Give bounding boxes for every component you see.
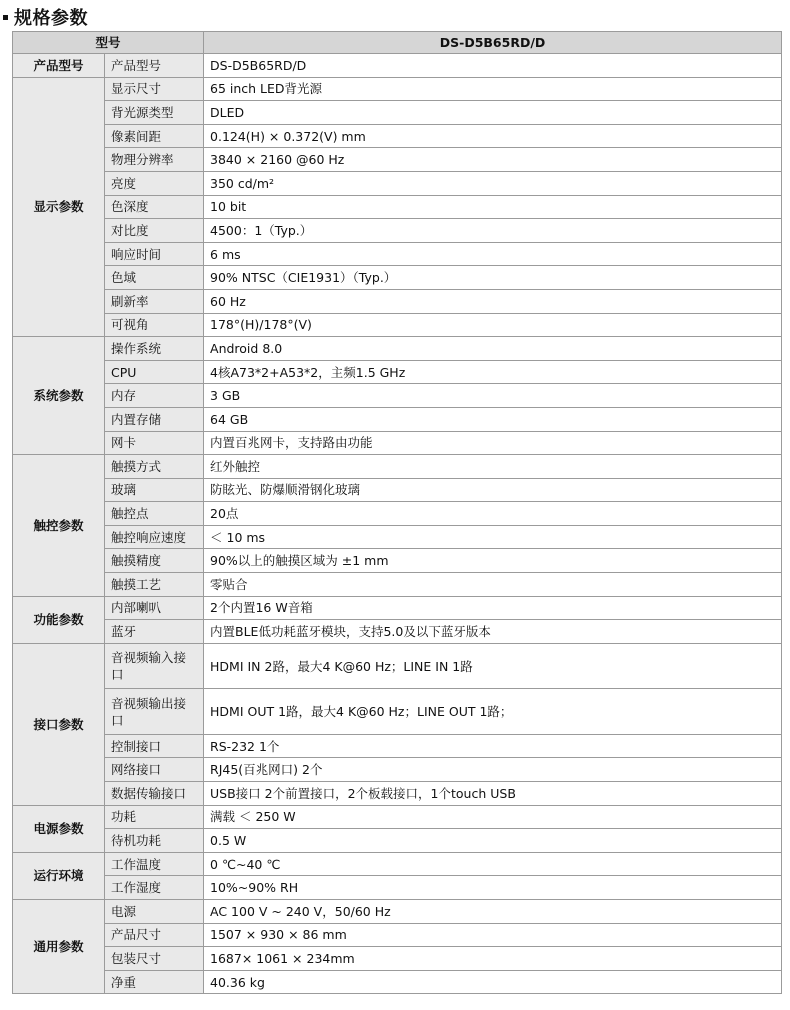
spec-row	[13, 689, 782, 735]
spec-table	[12, 31, 782, 994]
spec-value: 4500：1（Typ.）	[204, 219, 782, 243]
spec-label: 物理分辨率	[105, 148, 204, 172]
header-row	[13, 32, 782, 54]
spec-row	[13, 643, 782, 689]
spec-value: HDMI OUT 1路，最大4 K@60 Hz；LINE OUT 1路；	[204, 689, 782, 735]
spec-value: DS-D5B65RD/D	[204, 54, 782, 78]
spec-label: 产品型号	[105, 54, 204, 78]
category-label: 显示参数	[13, 77, 105, 337]
spec-value: 10 bit	[204, 195, 782, 219]
spec-row	[13, 266, 782, 290]
spec-row	[13, 171, 782, 195]
spec-label: 触控点	[105, 502, 204, 526]
spec-value: 2个内置16 W音箱	[204, 596, 782, 620]
spec-label: 内存	[105, 384, 204, 408]
spec-value: 6 ms	[204, 242, 782, 266]
spec-row	[13, 478, 782, 502]
spec-label: 内置存储	[105, 407, 204, 431]
spec-row	[13, 805, 782, 829]
spec-value: 零贴合	[204, 573, 782, 597]
spec-row	[13, 620, 782, 644]
spec-row	[13, 525, 782, 549]
category-label: 通用参数	[13, 900, 105, 994]
spec-value: 防眩光、防爆顺滑钢化玻璃	[204, 478, 782, 502]
spec-row	[13, 947, 782, 971]
spec-row	[13, 219, 782, 243]
spec-label: 触摸工艺	[105, 573, 204, 597]
spec-label: 触摸方式	[105, 455, 204, 479]
spec-value: 90% NTSC（CIE1931）（Typ.）	[204, 266, 782, 290]
category-label: 系统参数	[13, 337, 105, 455]
spec-value: 65 inch LED背光源	[204, 77, 782, 101]
spec-row	[13, 360, 782, 384]
spec-label: 触摸精度	[105, 549, 204, 573]
spec-value: AC 100 V ~ 240 V，50/60 Hz	[204, 900, 782, 924]
spec-row	[13, 923, 782, 947]
spec-value: 3840 × 2160 @60 Hz	[204, 148, 782, 172]
spec-row	[13, 455, 782, 479]
spec-row	[13, 407, 782, 431]
spec-row	[13, 313, 782, 337]
spec-label: 净重	[105, 970, 204, 994]
spec-label: 网络接口	[105, 758, 204, 782]
spec-label: 玻璃	[105, 478, 204, 502]
spec-label: 像素间距	[105, 124, 204, 148]
spec-row	[13, 573, 782, 597]
category-label: 产品型号	[13, 54, 105, 78]
spec-row	[13, 242, 782, 266]
spec-label: 响应时间	[105, 242, 204, 266]
spec-row	[13, 384, 782, 408]
spec-row	[13, 148, 782, 172]
spec-value: USB接口 2个前置接口，2个板载接口，1个touch USB	[204, 782, 782, 806]
spec-row	[13, 829, 782, 853]
spec-value: 20点	[204, 502, 782, 526]
spec-value: 178°(H)/178°(V)	[204, 313, 782, 337]
spec-label: 刷新率	[105, 289, 204, 313]
header-model-label: 型号	[13, 32, 204, 54]
spec-label: 包装尺寸	[105, 947, 204, 971]
spec-label: 可视角	[105, 313, 204, 337]
spec-value: 0.124(H) × 0.372(V) mm	[204, 124, 782, 148]
spec-row	[13, 289, 782, 313]
spec-label: 内部喇叭	[105, 596, 204, 620]
spec-label: 电源	[105, 900, 204, 924]
section-title	[3, 4, 88, 30]
spec-value: 0.5 W	[204, 829, 782, 853]
spec-row	[13, 431, 782, 455]
spec-row	[13, 101, 782, 125]
spec-label: 工作温度	[105, 852, 204, 876]
spec-value: 90%以上的触摸区域为 ±1 mm	[204, 549, 782, 573]
spec-label: 显示尺寸	[105, 77, 204, 101]
spec-value: 1507 × 930 × 86 mm	[204, 923, 782, 947]
spec-row	[13, 77, 782, 101]
spec-row	[13, 596, 782, 620]
spec-label: 色域	[105, 266, 204, 290]
spec-value: 3 GB	[204, 384, 782, 408]
spec-row	[13, 852, 782, 876]
spec-label: 背光源类型	[105, 101, 204, 125]
spec-row	[13, 195, 782, 219]
spec-value: 64 GB	[204, 407, 782, 431]
category-label: 电源参数	[13, 805, 105, 852]
category-label: 运行环境	[13, 852, 105, 899]
spec-value: Android 8.0	[204, 337, 782, 361]
spec-label: 数据传输接口	[105, 782, 204, 806]
spec-value: 内置BLE低功耗蓝牙模块，支持5.0及以下蓝牙版本	[204, 620, 782, 644]
spec-row	[13, 782, 782, 806]
category-label: 触控参数	[13, 455, 105, 597]
spec-value: 内置百兆网卡，支持路由功能	[204, 431, 782, 455]
spec-row	[13, 900, 782, 924]
spec-label: 对比度	[105, 219, 204, 243]
spec-label: 音视频输出接口	[105, 689, 204, 735]
spec-value: HDMI IN 2路，最大4 K@60 Hz；LINE IN 1路	[204, 643, 782, 689]
spec-value: 红外触控	[204, 455, 782, 479]
spec-table-body	[13, 32, 782, 994]
spec-label: CPU	[105, 360, 204, 384]
section-title-text: 规格参数	[14, 8, 88, 29]
spec-row	[13, 124, 782, 148]
spec-label: 工作湿度	[105, 876, 204, 900]
spec-value: 4核A73*2+A53*2，主频1.5 GHz	[204, 360, 782, 384]
header-model-value: DS-D5B65RD/D	[204, 32, 782, 54]
spec-label: 触控响应速度	[105, 525, 204, 549]
spec-label: 音视频输入接口	[105, 643, 204, 689]
spec-value: RJ45(百兆网口) 2个	[204, 758, 782, 782]
spec-label: 蓝牙	[105, 620, 204, 644]
bullet-icon	[3, 15, 8, 20]
spec-label: 操作系统	[105, 337, 204, 361]
spec-label: 色深度	[105, 195, 204, 219]
spec-label: 网卡	[105, 431, 204, 455]
spec-value: 10%~90% RH	[204, 876, 782, 900]
spec-row	[13, 758, 782, 782]
spec-label: 待机功耗	[105, 829, 204, 853]
spec-label: 亮度	[105, 171, 204, 195]
spec-row	[13, 337, 782, 361]
spec-row	[13, 502, 782, 526]
spec-value: 60 Hz	[204, 289, 782, 313]
spec-label: 产品尺寸	[105, 923, 204, 947]
spec-label: 控制接口	[105, 734, 204, 758]
spec-value: DLED	[204, 101, 782, 125]
spec-label: 功耗	[105, 805, 204, 829]
spec-row	[13, 54, 782, 78]
spec-row	[13, 876, 782, 900]
spec-row	[13, 970, 782, 994]
spec-value: 350 cd/m²	[204, 171, 782, 195]
category-label: 接口参数	[13, 643, 105, 805]
spec-value: 40.36 kg	[204, 970, 782, 994]
spec-value: RS-232 1个	[204, 734, 782, 758]
spec-value: ＜ 10 ms	[204, 525, 782, 549]
spec-value: 1687× 1061 × 234mm	[204, 947, 782, 971]
spec-row	[13, 734, 782, 758]
spec-value: 0 ℃~40 ℃	[204, 852, 782, 876]
spec-value: 满载 ＜ 250 W	[204, 805, 782, 829]
category-label: 功能参数	[13, 596, 105, 643]
spec-row	[13, 549, 782, 573]
